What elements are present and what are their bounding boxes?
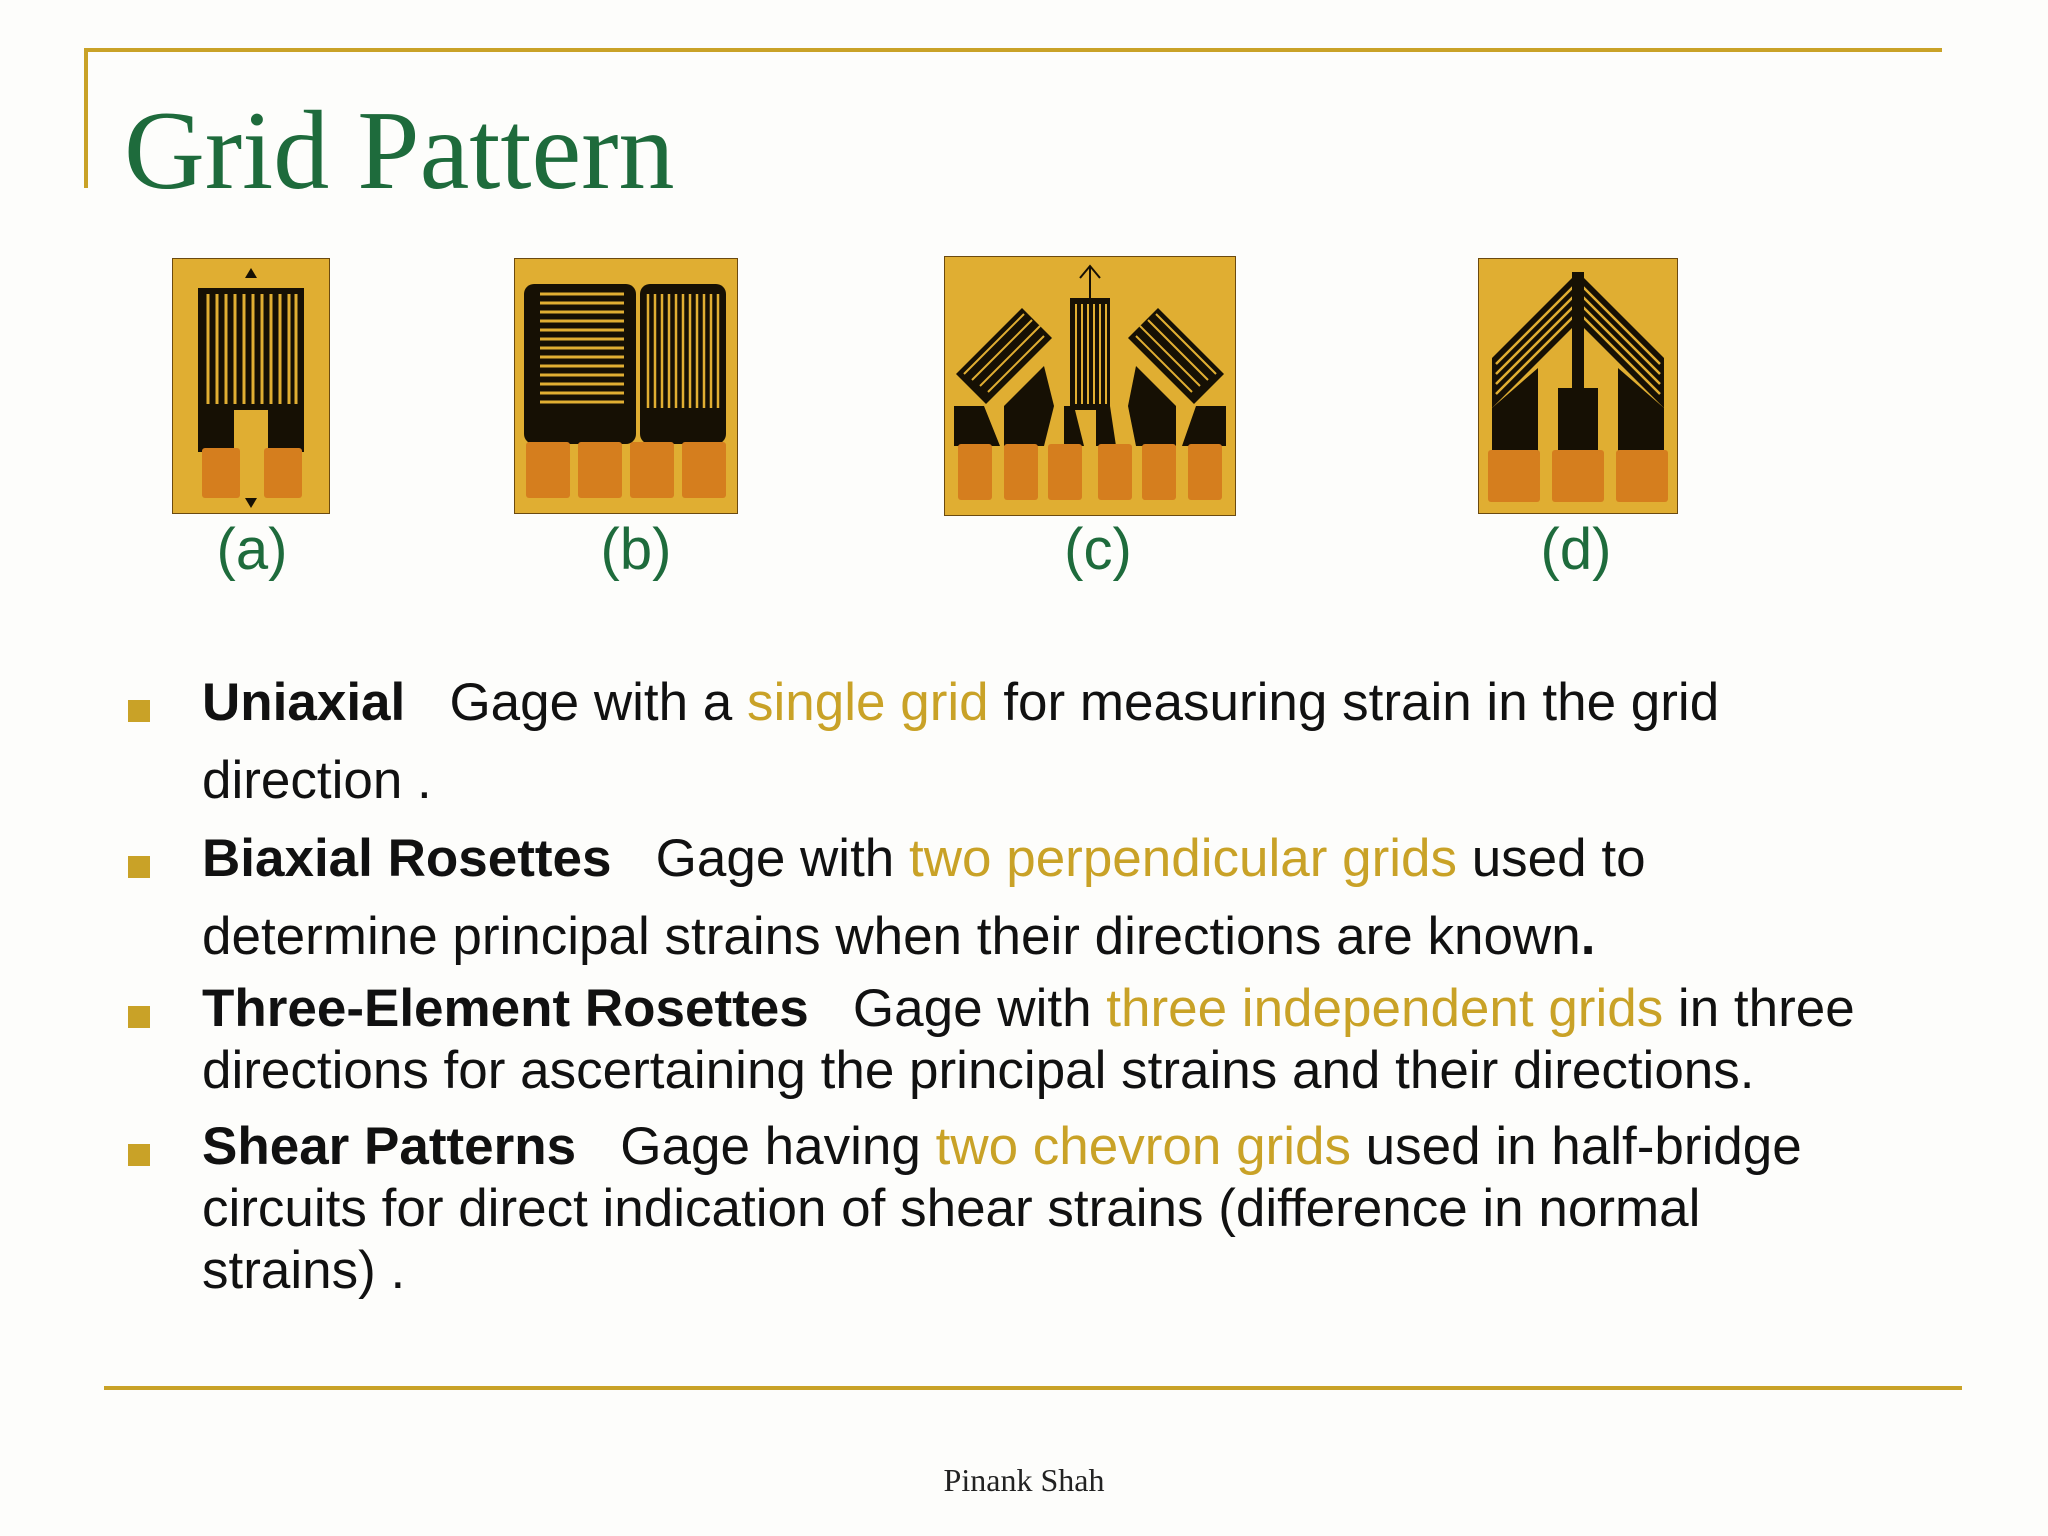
bullet-text <box>202 664 2002 820</box>
bullet-marker-icon <box>128 1006 150 1028</box>
bullet-highlight: three independent grids <box>1106 979 1664 1038</box>
bullet-desc-pre: Gage with <box>655 829 910 888</box>
shear-pattern-gauge-icon <box>1478 258 1678 514</box>
bullet-desc-post: used to <box>1456 829 1646 888</box>
bullet-term: Uniaxial <box>202 673 406 732</box>
bullet-desc-post: for measuring strain in the grid <box>988 673 1720 732</box>
bullet-desc-cont: determine principal strains when their directions are known <box>202 907 1581 966</box>
bullet-desc-cont-2: strains) . <box>202 1241 406 1300</box>
bullet-desc-cont: direction . <box>202 751 432 810</box>
bullet-desc-pre: Gage with a <box>449 673 748 732</box>
bullet-desc-pre: Gage with <box>852 979 1107 1038</box>
top-rule <box>84 48 1942 52</box>
biaxial-rosette-gauge-icon <box>514 258 738 514</box>
left-rule <box>84 48 88 188</box>
footer-author: Pinank Shah <box>943 1462 1105 1498</box>
slide-title: Grid Pattern <box>124 89 675 213</box>
bullet-highlight: single grid <box>747 673 989 732</box>
bullet-highlight: two chevron grids <box>935 1117 1351 1176</box>
bullet-text <box>202 978 2002 1102</box>
bullet-desc-cont: directions for ascertaining the principal strains and their directions. <box>202 1041 1755 1100</box>
bullet-text <box>202 1116 2002 1302</box>
figure-label-a: (a) <box>216 517 288 582</box>
bullet-highlight: two perpendicular grids <box>909 829 1457 888</box>
bottom-rule <box>104 1386 1962 1390</box>
bullet-desc-post: in three <box>1663 979 1855 1038</box>
bullet-desc-cont: circuits for direct indication of shear strains (difference in normal <box>202 1179 1701 1238</box>
figure-label-d: (d) <box>1540 517 1612 582</box>
bullet-desc-post: used in half-bridge <box>1350 1117 1802 1176</box>
bullet-term: Biaxial Rosettes <box>202 829 612 888</box>
bullet-marker-icon <box>128 856 150 878</box>
bullet-marker-icon <box>128 700 150 722</box>
bullet-term: Shear Patterns <box>202 1117 577 1176</box>
uniaxial-gauge-icon <box>172 258 330 514</box>
bullet-term: Three-Element Rosettes <box>202 979 809 1038</box>
figure-label-b: (b) <box>600 517 672 582</box>
bullet-text <box>202 820 2002 976</box>
bullet-desc-pre: Gage having <box>620 1117 936 1176</box>
bullet-end-period: . <box>1580 907 1596 966</box>
three-element-rosette-gauge-icon <box>944 256 1236 516</box>
figure-label-c: (c) <box>1064 517 1132 582</box>
bullet-marker-icon <box>128 1144 150 1166</box>
